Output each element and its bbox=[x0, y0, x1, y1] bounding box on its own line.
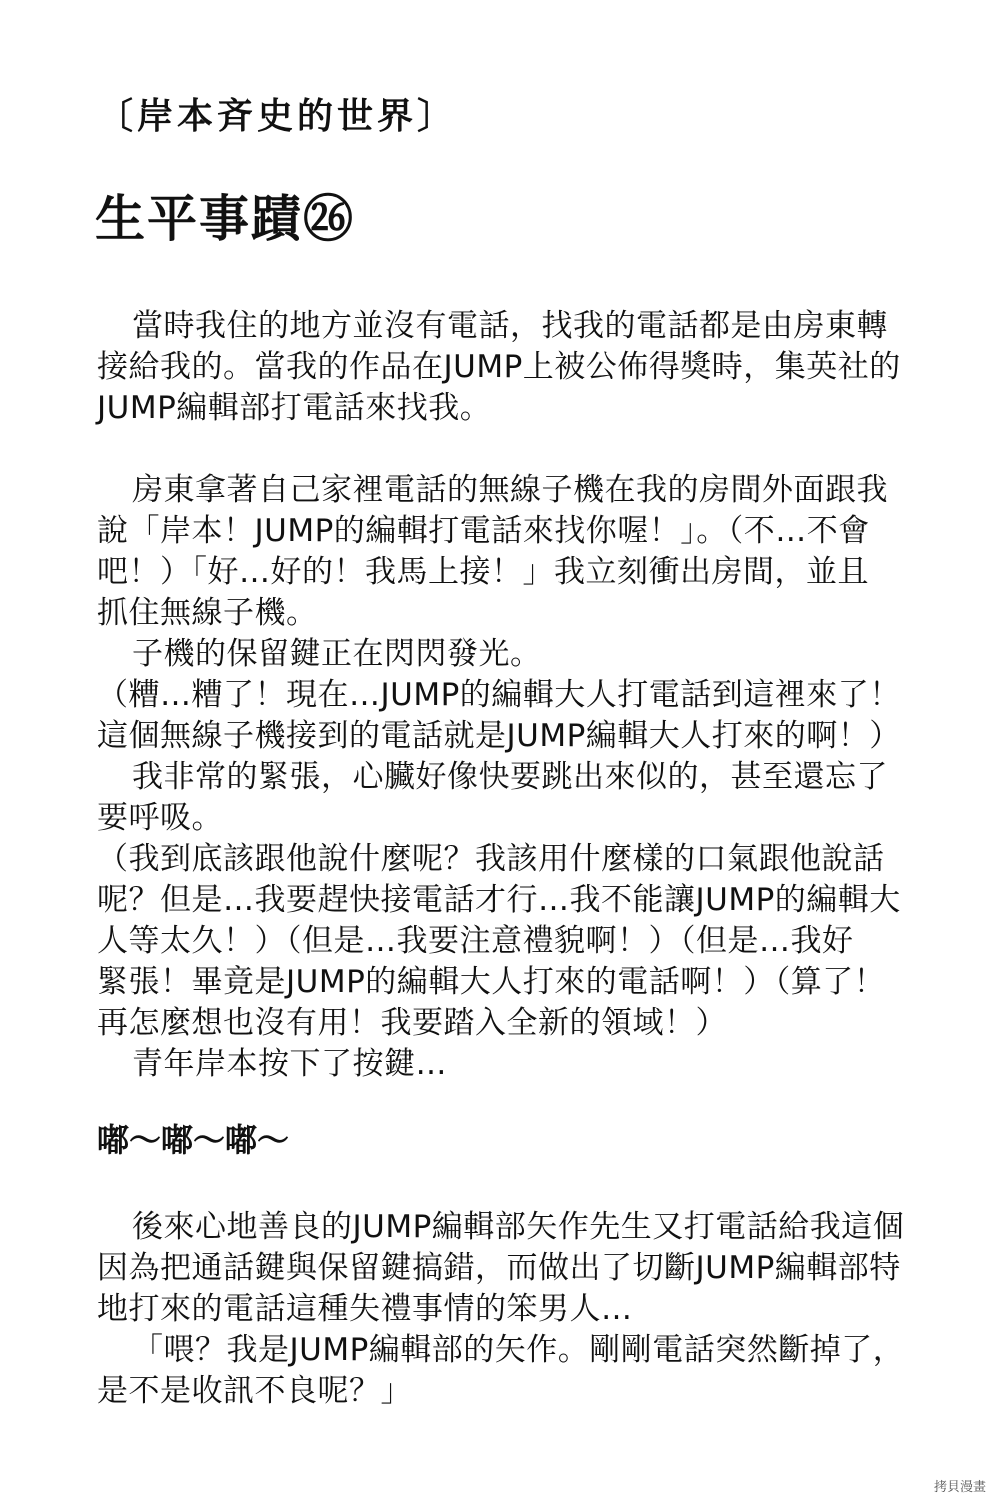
text-line: 「喂？我是JUMP編輯部的矢作。剛剛電話突然斷掉了， bbox=[132, 1332, 905, 1368]
text-line: 再怎麼想也沒有用！我要踏入全新的領域！） bbox=[97, 1005, 727, 1041]
text-line: 青年岸本按下了按鍵… bbox=[132, 1046, 447, 1082]
sound-effect: 嘟～嘟～嘟～ bbox=[97, 1121, 290, 1159]
text-line: 後來心地善良的JUMP編輯部矢作先生又打電話給我這個 bbox=[132, 1209, 905, 1245]
text-line: （糟…糟了！現在…JUMP的編輯大人打電話到這裡來了！ bbox=[97, 677, 901, 713]
paragraph-block-1 bbox=[97, 306, 927, 429]
text-line: 接給我的。當我的作品在JUMP上被公佈得獎時，集英社的 bbox=[97, 349, 901, 385]
text-line: 子機的保留鍵正在閃閃發光。 bbox=[132, 636, 542, 672]
text-line: 吧！）「好…好的！我馬上接！」我立刻衝出房間，並且 bbox=[97, 554, 869, 590]
text-line: 這個無線子機接到的電話就是JUMP編輯大人打來的啊！） bbox=[97, 718, 901, 754]
text-line: 因為把通話鍵與保留鍵搞錯，而做出了切斷JUMP編輯部特 bbox=[97, 1250, 901, 1286]
text-line: 人等太久！）（但是…我要注意禮貌啊！）（但是…我好 bbox=[97, 923, 854, 959]
text-line: 房東拿著自己家裡電話的無線子機在我的房間外面跟我 bbox=[132, 472, 888, 508]
chapter-title: 生平事蹟㉖ bbox=[95, 190, 355, 248]
text-line: 呢？但是…我要趕快接電話才行…我不能讓JUMP的編輯大 bbox=[97, 882, 901, 918]
paragraph-block-2 bbox=[97, 470, 927, 1085]
text-line: JUMP編輯部打電話來找我。 bbox=[97, 390, 492, 426]
text-line: 抓住無線子機。 bbox=[97, 595, 318, 631]
series-title: 〔岸本斉史的世界〕 bbox=[97, 95, 458, 137]
text-line: 是不是收訊不良呢？」 bbox=[97, 1373, 412, 1409]
text-line: 我非常的緊張，心臟好像快要跳出來似的，甚至還忘了 bbox=[132, 759, 888, 795]
text-line: 說「岸本！JUMP的編輯打電話來找你喔！」。（不…不會 bbox=[97, 513, 870, 549]
paragraph-block-3 bbox=[97, 1207, 927, 1412]
text-line: 緊張！畢竟是JUMP的編輯大人打來的電話啊！）（算了！ bbox=[97, 964, 886, 1000]
text-line: 地打來的電話這種失禮事情的笨男人… bbox=[97, 1291, 633, 1327]
text-line: （我到底該跟他說什麼呢？我該用什麼樣的口氣跟他說話 bbox=[97, 841, 885, 877]
text-line: 當時我住的地方並沒有電話，找我的電話都是由房東轉 bbox=[132, 308, 888, 344]
text-line: 要呼吸。 bbox=[97, 800, 223, 836]
watermark: 拷貝漫畫 bbox=[931, 1475, 989, 1496]
